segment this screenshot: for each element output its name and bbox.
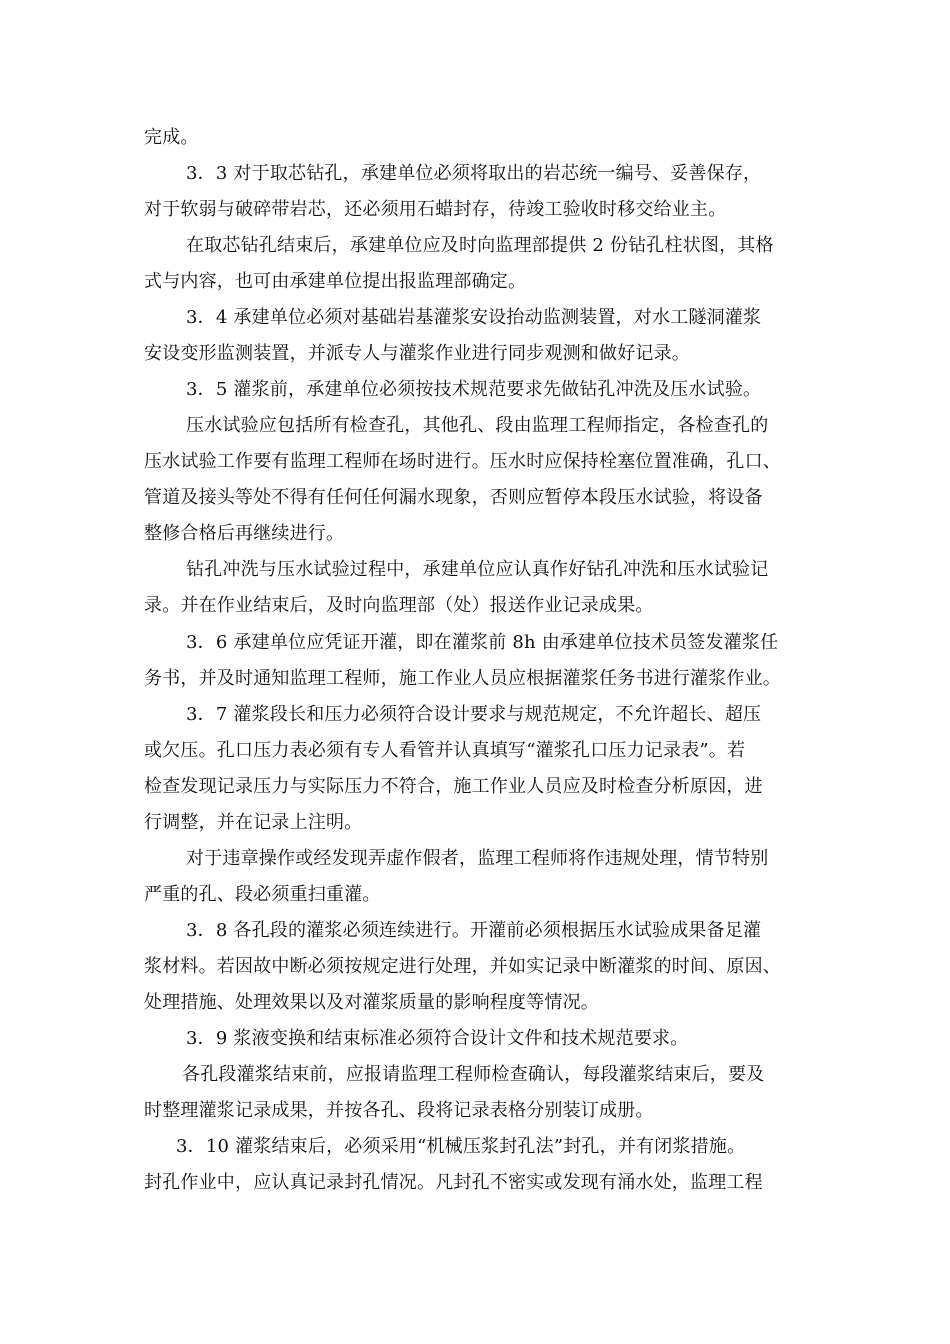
text-line: 3．8 各孔段的灌浆必须连续进行。开灌前必须根据压水试验成果备足灌 [186, 920, 762, 941]
text-line: 3．7 灌浆段长和压力必须符合设计要求与规范规定，不允许超长、超压 [186, 704, 762, 725]
text-line: 检查发现记录压力与实际压力不符合，施工作业人员应及时检查分析原因，进 [144, 776, 763, 797]
text-line: 压水试验工作要有监理工程师在场时进行。压水时应保持栓塞位置准确，孔口、 [144, 451, 781, 472]
text-line: 录。并在作业结束后，及时向监理部（处）报送作业记录成果。 [144, 595, 654, 616]
text-line: 各孔段灌浆结束前，应报请监理工程师检查确认，每段灌浆结束后，要及 [182, 1064, 765, 1085]
text-line: 钻孔冲洗与压水试验过程中，承建单位应认真作好钻孔冲洗和压水试验记 [186, 559, 769, 580]
text-line: 3．10 灌浆结束后，必须采用“机械压浆封孔法”封孔，并有闭浆措施。 [176, 1136, 746, 1157]
text-line: 压水试验应包括所有检查孔，其他孔、段由监理工程师指定，各检查孔的 [186, 415, 769, 436]
text-line: 或欠压。孔口压力表必须有专人看管并认真填写“灌浆孔口压力记录表”。若 [144, 740, 746, 761]
text-line: 3．3 对于取芯钻孔，承建单位必须将取出的岩芯统一编号、妥善保存， [186, 163, 762, 184]
text-line: 在取芯钻孔结束后，承建单位应及时向监理部提供 2 份钻孔柱状图，其格 [186, 235, 774, 256]
text-line: 对于违章操作或经发现弄虚作假者，监理工程师将作违规处理，情节特别 [186, 848, 769, 869]
text-line: 行调整，并在记录上注明。 [144, 812, 363, 833]
text-line: 完成。 [144, 127, 199, 148]
text-line: 3．6 承建单位应凭证开灌，即在灌浆前 8h 由承建单位技术员签发灌浆任 [186, 632, 779, 653]
text-line: 管道及接头等处不得有任何任何漏水现象，否则应暂停本段压水试验，将设备 [144, 487, 763, 508]
text-line: 3．5 灌浆前，承建单位必须按技术规范要求先做钻孔冲洗及压水试验。 [186, 379, 762, 400]
text-line: 安设变形监测装置，并派专人与灌浆作业进行同步观测和做好记录。 [144, 343, 690, 364]
text-line: 严重的孔、段必须重扫重灌。 [144, 884, 381, 905]
text-line: 式与内容，也可由承建单位提出报监理部确定。 [144, 271, 527, 292]
text-line: 务书，并及时通知监理工程师，施工作业人员应根据灌浆任务书进行灌浆作业。 [144, 668, 781, 689]
text-line: 对于软弱与破碎带岩芯，还必须用石蜡封存，待竣工验收时移交给业主。 [144, 199, 727, 220]
text-line: 浆材料。若因故中断必须按规定进行处理，并如实记录中断灌浆的时间、原因、 [144, 956, 781, 977]
text-line: 时整理灌浆记录成果，并按各孔、段将记录表格分别装订成册。 [144, 1100, 654, 1121]
text-line: 整修合格后再继续进行。 [144, 523, 345, 544]
text-line: 封孔作业中，应认真记录封孔情况。凡封孔不密实或发现有涌水处，监理工程 [144, 1172, 763, 1193]
text-line: 处理措施、处理效果以及对灌浆质量的影响程度等情况。 [144, 992, 599, 1013]
text-line: 3．9 浆液变换和结束标准必须符合设计文件和技术规范要求。 [186, 1028, 689, 1049]
text-line: 3．4 承建单位必须对基础岩基灌浆安设抬动监测装置，对水工隧洞灌浆 [186, 307, 762, 328]
